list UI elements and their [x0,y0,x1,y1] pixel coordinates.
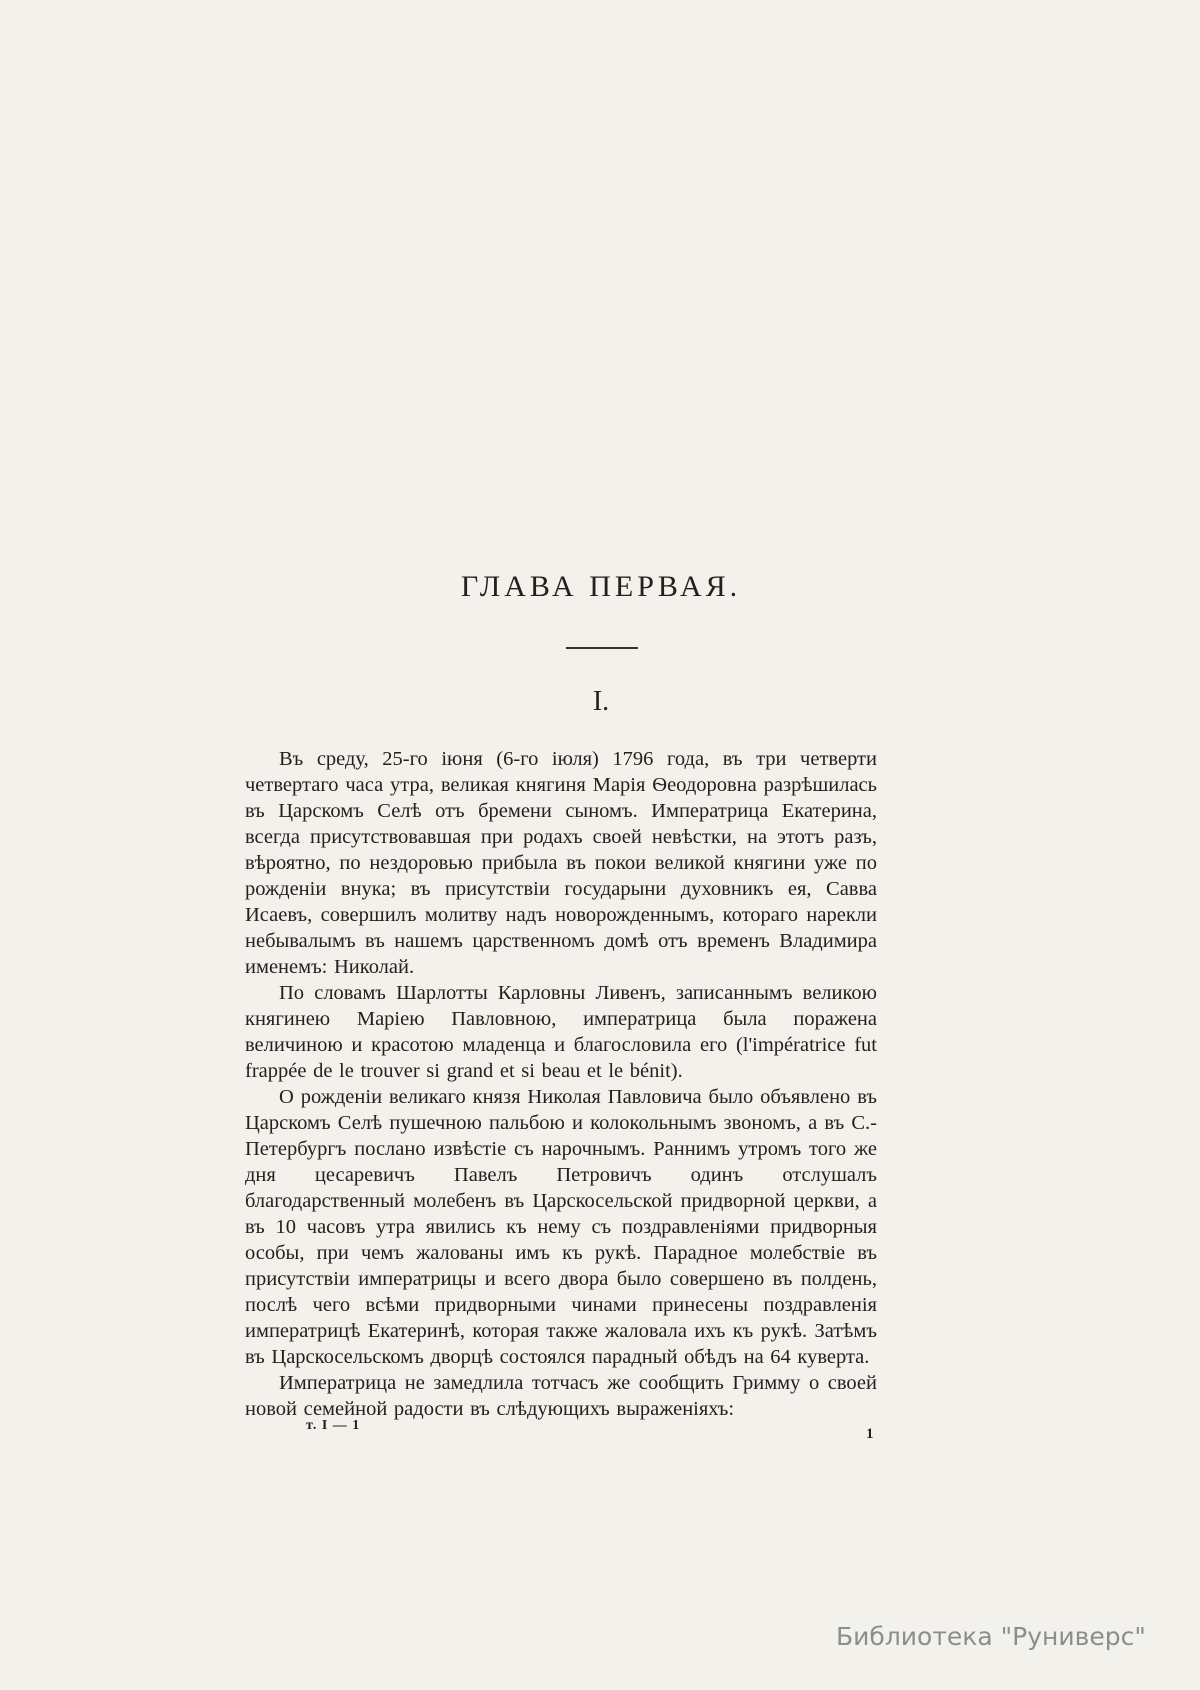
paragraph: Въ среду, 25-го іюня (6-го іюля) 1796 года, въ три четверти четвертаго часа утра, великая княгиня Марія Ѳеодоровна разрѣшилась въ Царскомъ Селѣ отъ бремени сыномъ. Императрица Екатерина, всегда присутствовавшая при родахъ своей невѣстки, на этотъ разъ, вѣроятно, по нездоровью прибыла въ покои великой княгини уже по рожденіи внука; въ присутствіи государыни духовникъ ея, Савва Исаевъ, совершилъ молитву надъ новорожденнымъ, котораго нарекли небывалымъ въ нашемъ царственномъ домѣ отъ временъ Владимира именемъ: Николай. [245,748,877,978]
library-watermark: Библиотека "Руниверс" [836,1622,1146,1651]
page-number: 1 [866,1426,874,1442]
chapter-title: ГЛАВА ПЕРВАЯ. [460,570,742,603]
body-text-block [245,746,877,1422]
paragraph: По словамъ Шарлотты Карловны Ливенъ, записаннымъ великою княгинею Маріею Павловною, императрица была поражена величиною и красотою младенца и благословила его (l'impératrice fut frappée de le trouver si grand et si beau et le bénit). [245,982,877,1082]
paragraph: О рожденіи великаго князя Николая Павловича было объявлено въ Царскомъ Селѣ пушечною пальбою и колокольнымъ звономъ, а въ С.-Петербургъ послано извѣстіе съ нарочнымъ. Раннимъ утромъ того же дня цесаревичъ Павелъ Петровичъ одинъ отслушалъ благодарственный молебенъ въ Царскосельской придворной церкви, а въ 10 часовъ утра явились къ нему съ поздравленіями придворныя особы, при чемъ жалованы имъ къ рукѣ. Парадное молебствіе въ присутствіи императрицы и всего двора было совершено въ полдень, послѣ чего всѣми придворными чинами принесены поздравленія императрицѣ Екатеринѣ, которая также жаловала ихъ къ рукѣ. Затѣмъ въ Царскосельскомъ дворцѣ состоялся парадный обѣдъ на 64 куверта. [245,1086,877,1368]
section-divider-rule [566,647,638,649]
volume-signature: т. I — 1 [306,1418,361,1433]
paragraph: Императрица не замедлила тотчасъ же сообщить Гримму о своей новой семейной радости въ слѣдующихъ выраженіяхъ: [245,1372,877,1420]
section-number: I. [592,686,610,717]
